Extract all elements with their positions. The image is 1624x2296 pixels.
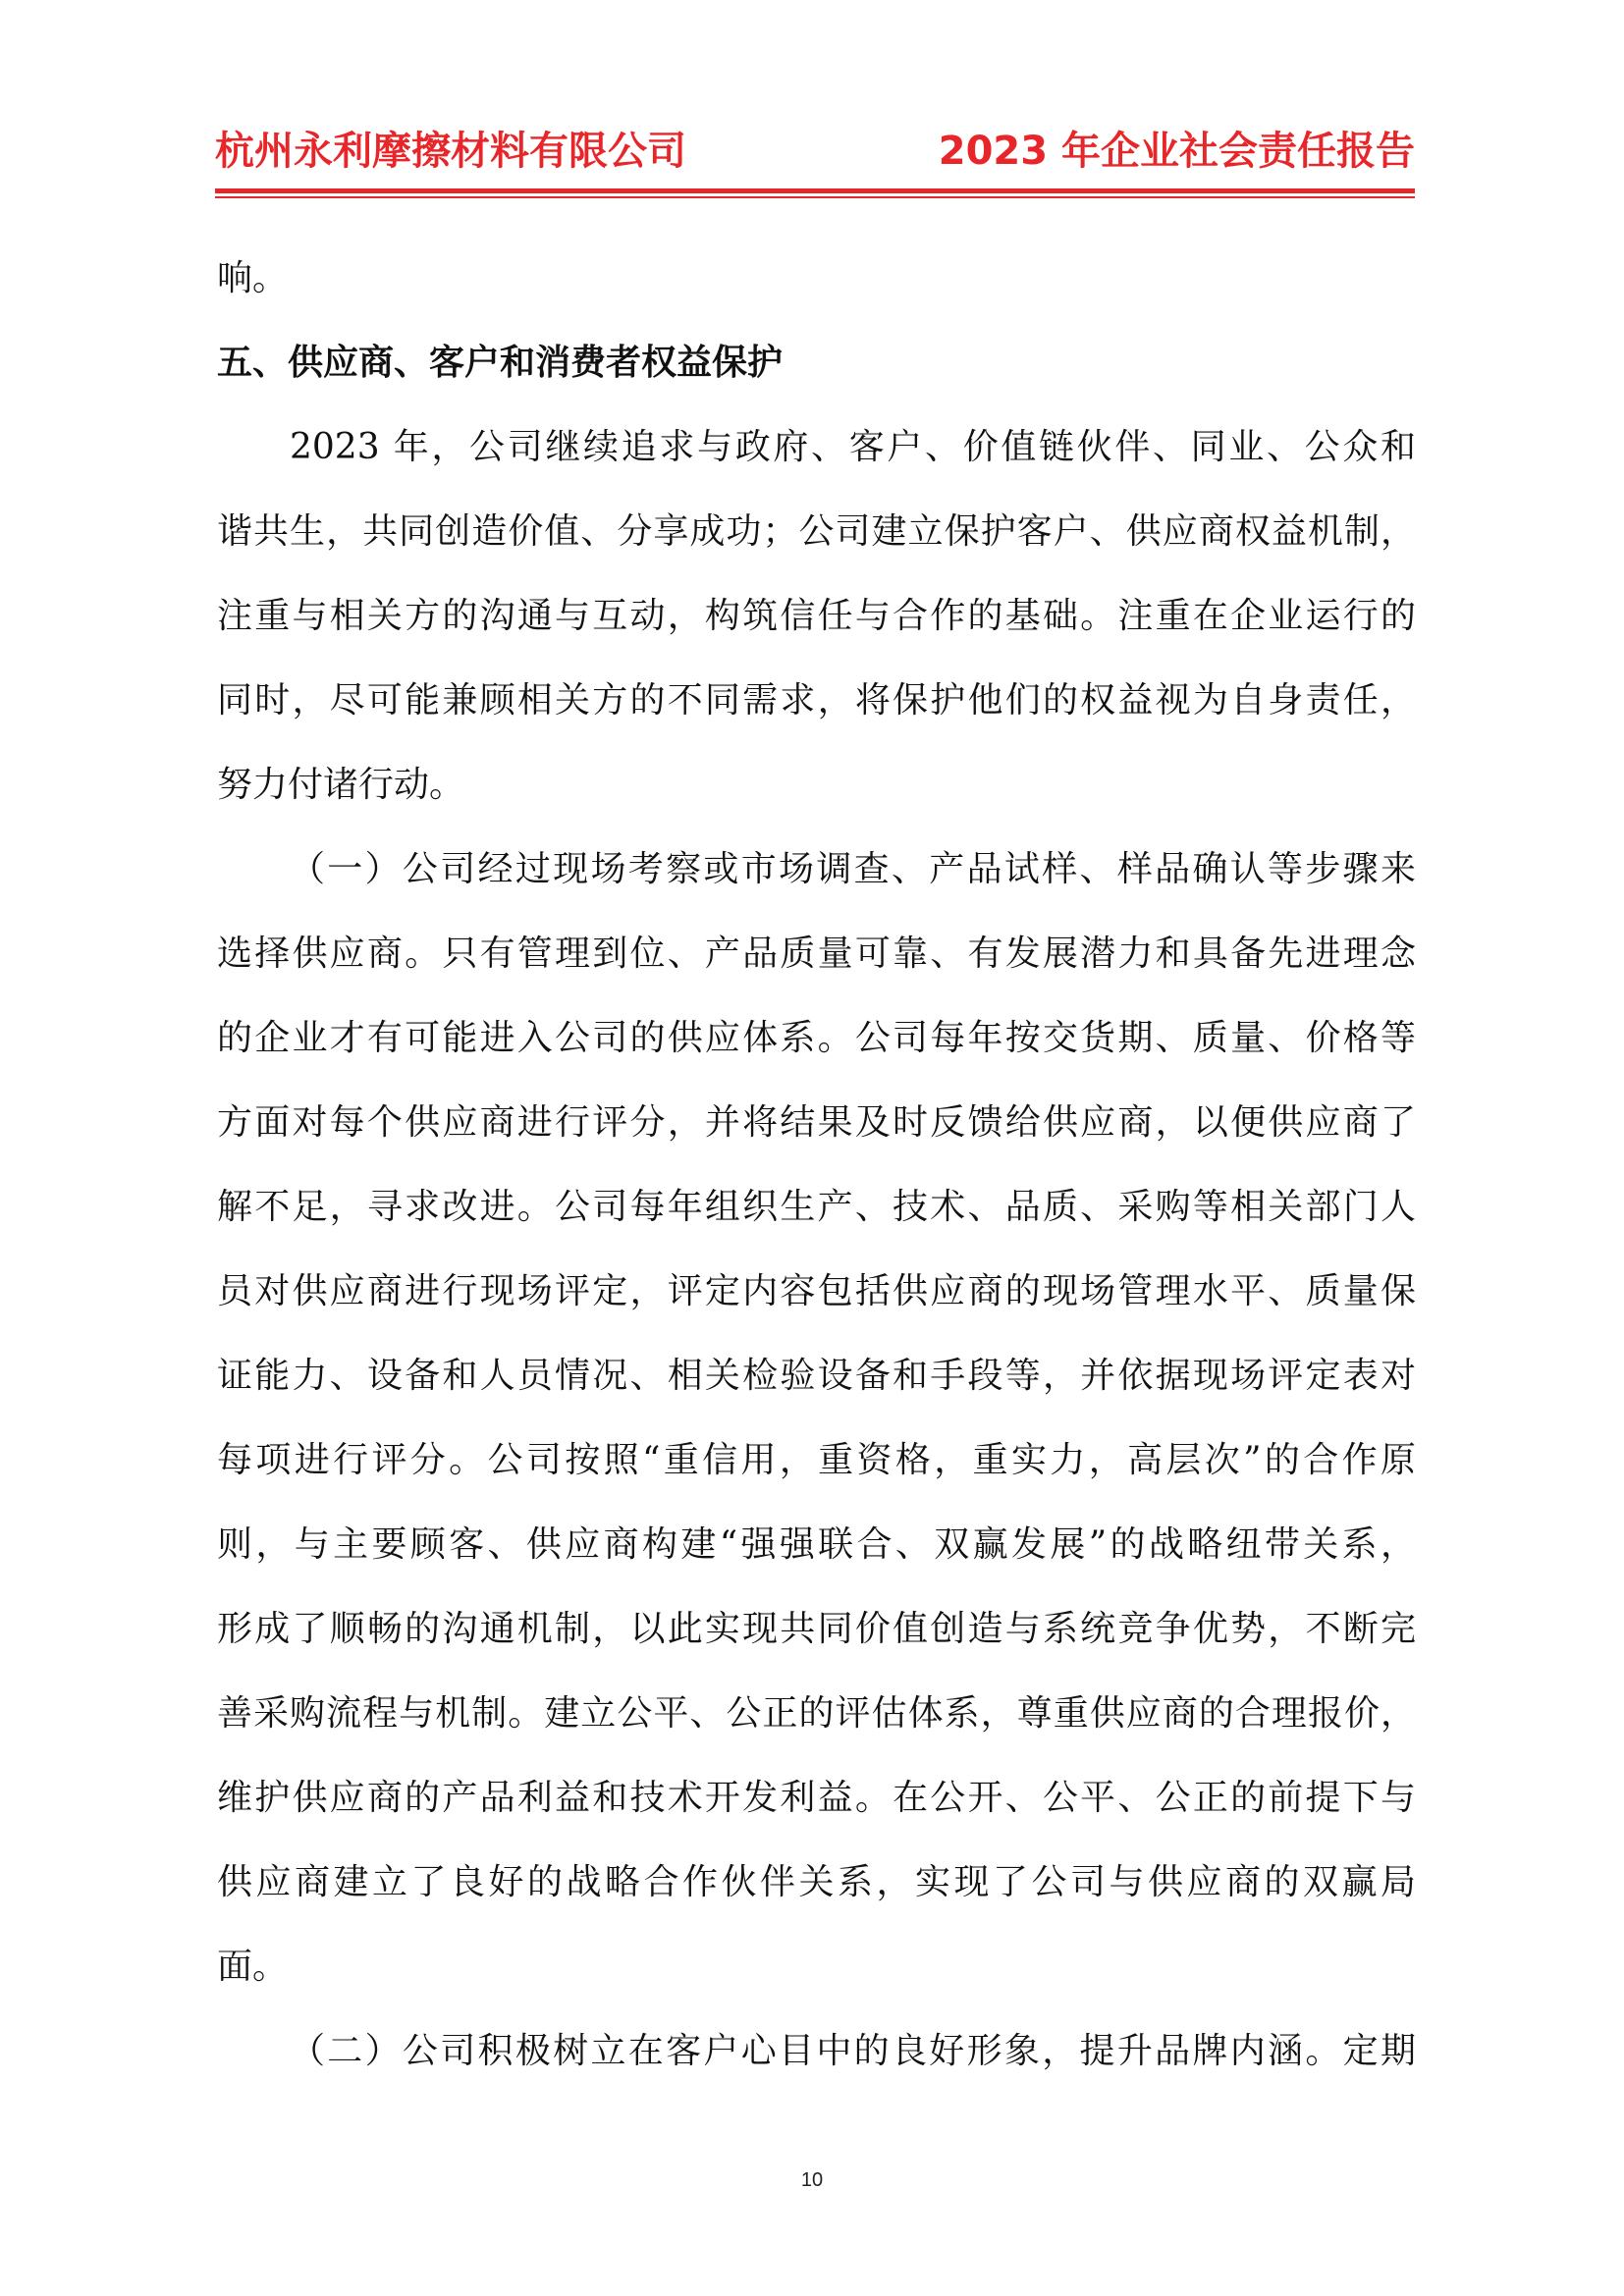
text-line: 方面对每个供应商进行评分，并将结果及时反馈给供应商，以便供应商了 — [217, 1102, 1416, 1143]
text-line: 员对供应商进行现场评定，评定内容包括供应商的现场管理水平、质量保 — [217, 1271, 1416, 1311]
text-line: （一）公司经过现场考察或市场调查、产品试样、样品确认等步骤来 — [290, 849, 1416, 889]
text-line: （二）公司积极树立在客户心目中的良好形象，提升品牌内涵。定期 — [290, 2031, 1416, 2071]
text-line: 的企业才有可能进入公司的供应体系。公司每年按交货期、质量、价格等 — [217, 1018, 1416, 1058]
text-line: 形成了顺畅的沟通机制，以此实现共同价值创造与系统竞争优势，不断完 — [217, 1609, 1416, 1649]
text-line: 供应商建立了良好的战略合作伙伴关系，实现了公司与供应商的双赢局 — [217, 1862, 1416, 1902]
page-header — [215, 126, 1415, 177]
text-line: 则，与主要顾客、供应商构建“强强联合、双赢发展”的战略纽带关系， — [217, 1524, 1416, 1565]
section-heading: 五、供应商、客户和消费者权益保护 — [217, 343, 784, 383]
text-line: 注重与相关方的沟通与互动，构筑信任与合作的基础。注重在企业运行的 — [217, 596, 1416, 636]
text-line: 每项进行评分。公司按照“重信用，重资格，重实力，高层次”的合作原 — [217, 1440, 1416, 1480]
page-number: 10 — [800, 2169, 824, 2191]
text-line: 善采购流程与机制。建立公平、公正的评估体系，尊重供应商的合理报价， — [217, 1693, 1416, 1734]
report-title: 2023 年企业社会责任报告 — [938, 129, 1415, 174]
text-line: 解不足，寻求改进。公司每年组织生产、技术、品质、采购等相关部门人 — [217, 1187, 1416, 1227]
text-line: 同时，尽可能兼顾相关方的不同需求，将保护他们的权益视为自身责任， — [217, 680, 1416, 721]
text-line: 谐共生，共同创造价值、分享成功；公司建立保护客户、供应商权益机制， — [217, 511, 1416, 552]
company-name: 杭州永利摩擦材料有限公司 — [215, 129, 686, 174]
text-line: 维护供应商的产品利益和技术开发利益。在公开、公平、公正的前提下与 — [217, 1778, 1416, 1818]
header-rule-thick — [215, 188, 1415, 193]
text-line: 面。 — [217, 1947, 289, 1987]
text-line: 2023 年，公司继续追求与政府、客户、价值链伙伴、同业、公众和 — [290, 427, 1416, 467]
text-line: 选择供应商。只有管理到位、产品质量可靠、有发展潜力和具备先进理念 — [217, 934, 1416, 974]
text-line: 证能力、设备和人员情况、相关检验设备和手段等，并依据现场评定表对 — [217, 1356, 1416, 1396]
text-line: 响。 — [217, 258, 289, 298]
header-rule-thin — [215, 196, 1415, 198]
document-body — [217, 237, 1416, 2094]
text-line: 努力付诸行动。 — [217, 765, 465, 805]
